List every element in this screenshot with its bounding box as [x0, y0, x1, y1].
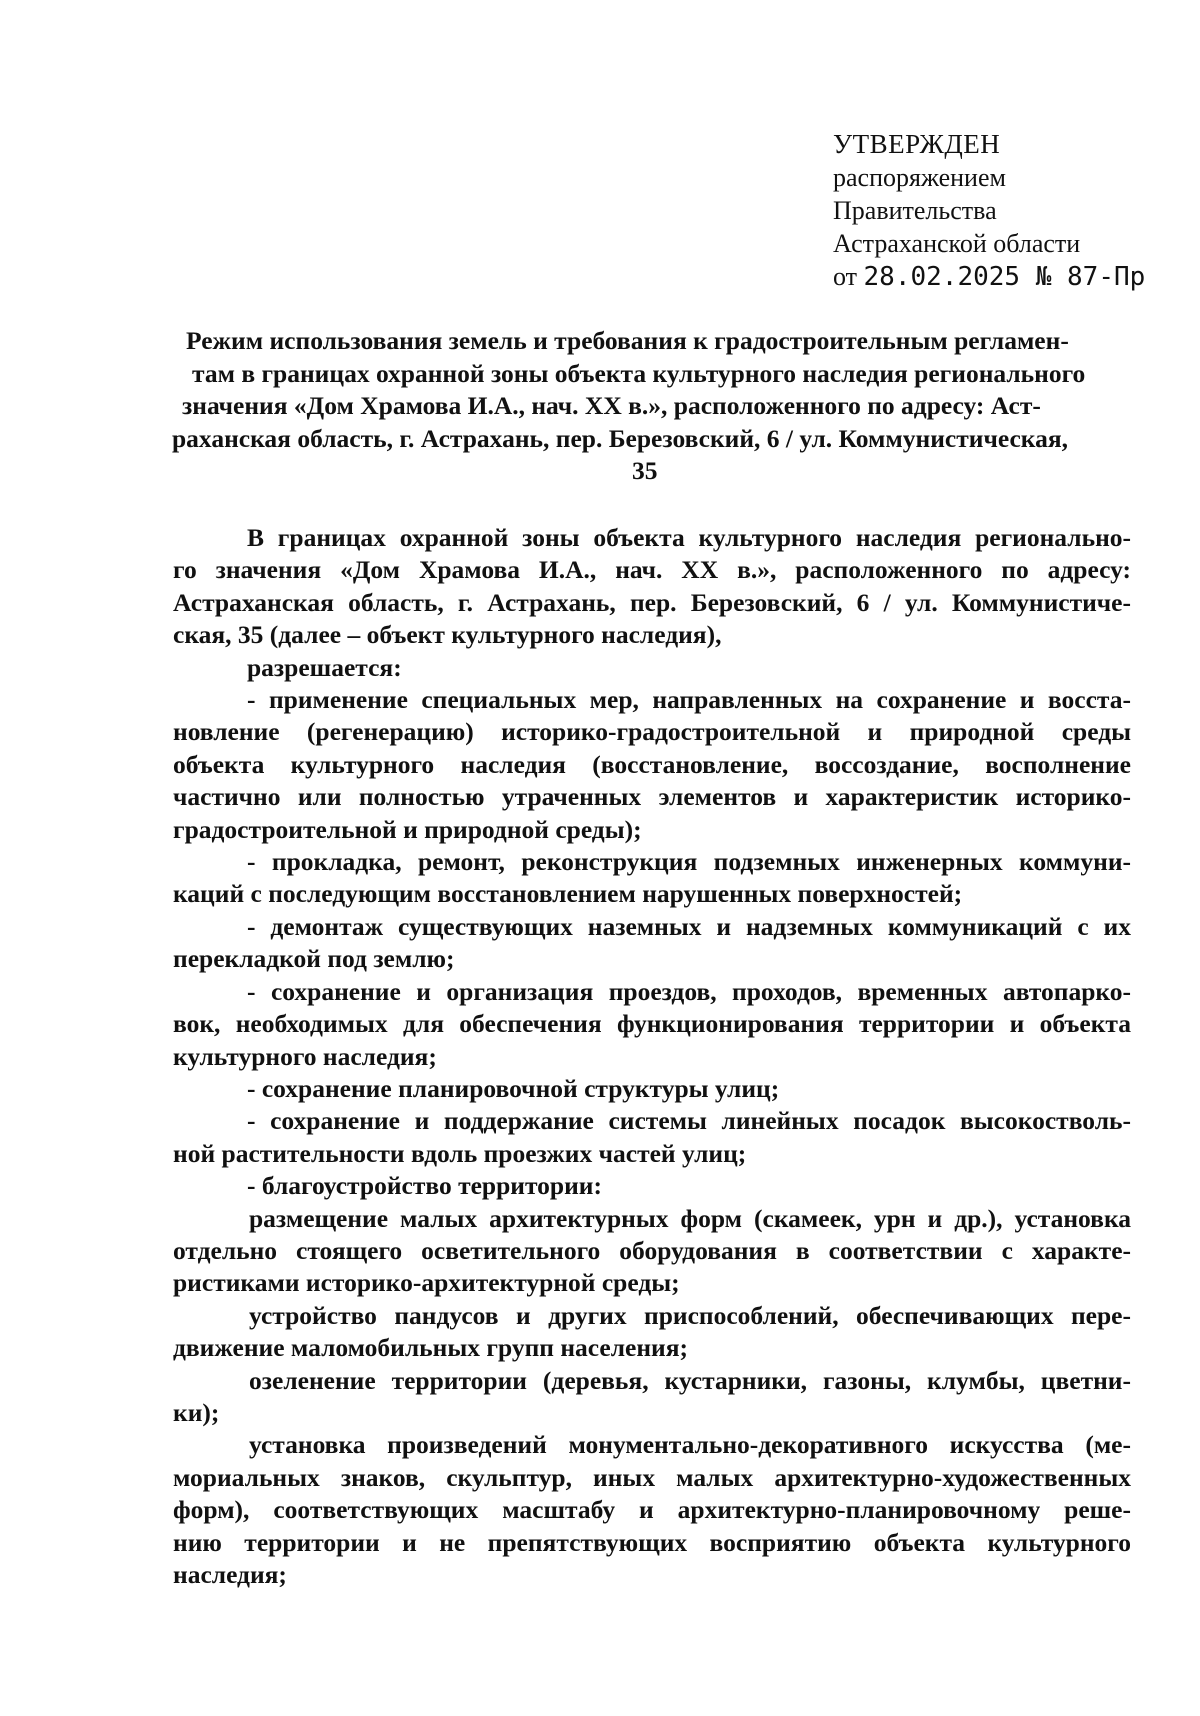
list-item-line: отдельно стоящего осветительного оборудования в соответствии с характе-: [173, 1235, 1131, 1265]
list-item-line: объекта культурного наследия (восстановление, воссоздание, восполнение: [173, 749, 1131, 779]
list-item-line: - сохранение и поддержание системы линейных посадок высокостволь-: [247, 1106, 1131, 1136]
list-item-line: форм), соответствующих масштабу и архитектурно-планировочному реше-: [173, 1495, 1131, 1525]
list-item-line: частично или полностью утраченных элементов и характеристик историко-: [173, 782, 1131, 812]
approval-date-line: [833, 260, 1145, 294]
list-item-line: размещение малых архитектурных форм (скамеек, урн и др.), установка: [249, 1203, 1131, 1233]
title-line: 35: [632, 456, 658, 485]
document-title: [172, 325, 1132, 488]
list-item-line: озеленение территории (деревья, кустарники, газоны, клумбы, цветни-: [249, 1365, 1131, 1395]
title-line: значения «Дом Храмова И.А., нач. XX в.», расположенного по адресу: Аст-: [182, 391, 1041, 420]
document-body: [173, 522, 1131, 1591]
title-line: раханская область, г. Астрахань, пер. Березовский, 6 / ул. Коммунистическая,: [172, 423, 1069, 453]
list-item-line: культурного наследия;: [173, 1041, 437, 1071]
body-line: го значения «Дом Храмова И.А., нач. XX в.», расположенного по адресу:: [173, 555, 1131, 585]
list-item-line: - сохранение и организация проездов, проходов, временных автопарко-: [247, 976, 1131, 1006]
list-item-line: движение маломобильных групп населения;: [173, 1333, 689, 1363]
approval-line: Астраханской области: [833, 229, 1081, 258]
list-item-line: нию территории и не препятствующих восприятию объекта культурного: [173, 1527, 1131, 1557]
list-item-line: - благоустройство территории:: [247, 1171, 602, 1201]
body-line: ская, 35 (далее – объект культурного наследия),: [173, 620, 722, 650]
title-line: там в границах охранной зоны объекта культурного наследия регионального: [192, 358, 1086, 388]
list-item-line: новление (регенерацию) историко-градостроительной и природной среды: [173, 717, 1131, 747]
list-item-line: устройство пандусов и других приспособлений, обеспечивающих пере-: [249, 1300, 1131, 1330]
list-item-line: градостроительной и природной среды);: [173, 814, 642, 844]
list-item-line: наследия;: [173, 1560, 287, 1589]
body-line: В границах охранной зоны объекта культурного наследия регионально-: [247, 523, 1131, 552]
approval-title: УТВЕРЖДЕН: [833, 129, 1001, 159]
title-line: Режим использования земель и требования к градостроительным регламен-: [186, 326, 1069, 355]
list-item-line: - демонтаж существующих наземных и надземных коммуникаций с их: [247, 911, 1131, 941]
approval-line: распоряжением: [833, 163, 1006, 192]
list-item-line: - сохранение планировочной структуры улиц;: [247, 1073, 780, 1103]
list-item-line: ристиками историко-архитектурной среды;: [173, 1268, 680, 1298]
list-item-line: вок, необходимых для обеспечения функционирования территории и объекта: [173, 1009, 1131, 1039]
list-item-line: мориальных знаков, скульптур, иных малых архитектурно-художественных: [173, 1462, 1131, 1492]
approval-line: Правительства: [833, 196, 997, 225]
body-line: Астраханская область, г. Астрахань, пер. Березовский, 6 / ул. Коммунистиче-: [173, 587, 1131, 617]
approval-date: 28.02.2025 № 87-Пр: [863, 262, 1146, 292]
list-item-line: ной растительности вдоль проезжих частей улиц;: [173, 1138, 747, 1168]
list-item-line: перекладкой под землю;: [173, 944, 455, 974]
list-item-line: ки);: [173, 1397, 220, 1427]
approval-stamp: [833, 128, 1145, 294]
allowed-label: разрешается:: [247, 652, 402, 682]
list-item-line: - прокладка, ремонт, реконструкция подземных инженерных коммуни-: [247, 847, 1131, 877]
list-item-line: установка произведений монументально-декоративного искусства (ме-: [249, 1430, 1131, 1460]
list-item-line: - применение специальных мер, направленных на сохранение и восста-: [247, 685, 1131, 715]
list-item-line: каций с последующим восстановлением нарушенных поверхностей;: [173, 879, 963, 909]
approval-date-label: от: [833, 262, 858, 291]
